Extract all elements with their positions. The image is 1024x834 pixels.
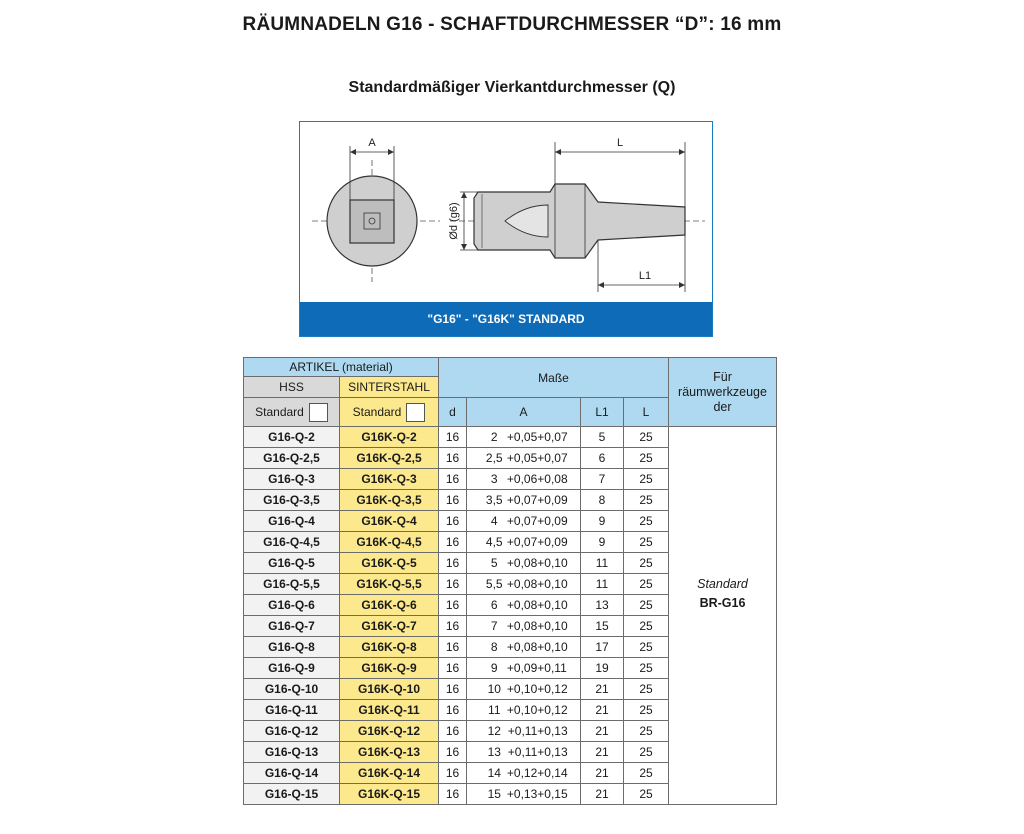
hss-article-code: G16-Q-10 [244, 679, 340, 700]
tolerance-min: +0,08 [506, 577, 538, 591]
hss-article-code: G16-Q-12 [244, 721, 340, 742]
sinter-article-code: G16K-Q-15 [340, 784, 439, 805]
tolerance-min: +0,11 [507, 724, 538, 738]
value-l1: 21 [581, 679, 624, 700]
tolerance-max: +0,15 [537, 787, 568, 801]
tolerance-max: +0,14 [537, 766, 568, 780]
hss-article-code: G16-Q-3 [244, 469, 340, 490]
hss-article-code: G16-Q-4,5 [244, 532, 340, 553]
sinter-article-code: G16K-Q-3 [340, 469, 439, 490]
value-a-cell [467, 511, 581, 532]
note-standard: Standard [697, 577, 748, 591]
sinter-article-code: G16K-Q-3,5 [340, 490, 439, 511]
sinter-article-code: G16K-Q-10 [340, 679, 439, 700]
tolerance-min: +0,05 [506, 430, 538, 444]
tolerance-max: +0,13 [537, 745, 568, 759]
tolerance-max: +0,12 [537, 703, 568, 717]
tolerance-max: +0,09 [537, 514, 568, 528]
value-d: 16 [439, 532, 467, 553]
value-l: 25 [624, 511, 669, 532]
sinter-standard-checkbox[interactable] [406, 403, 425, 422]
value-a: 4 [490, 514, 498, 528]
hss-article-code: G16-Q-3,5 [244, 490, 340, 511]
value-d: 16 [439, 658, 467, 679]
hss-article-code: G16-Q-2,5 [244, 448, 340, 469]
value-d: 16 [439, 784, 467, 805]
value-l1: 13 [581, 595, 624, 616]
hss-article-code: G16-Q-11 [244, 700, 340, 721]
col-header-l: L [624, 398, 669, 427]
value-a: 4,5 [485, 535, 503, 549]
sinter-article-code: G16K-Q-2,5 [340, 448, 439, 469]
value-d: 16 [439, 427, 467, 448]
value-a: 14 [487, 766, 501, 780]
sinter-article-code: G16K-Q-13 [340, 742, 439, 763]
sinter-article-code: G16K-Q-12 [340, 721, 439, 742]
value-a-cell [467, 763, 581, 784]
value-l1: 21 [581, 742, 624, 763]
value-l: 25 [624, 490, 669, 511]
value-l1: 5 [581, 427, 624, 448]
sinter-article-code: G16K-Q-14 [340, 763, 439, 784]
hss-standard-checkbox[interactable] [309, 403, 328, 422]
value-d: 16 [439, 700, 467, 721]
sinter-article-code: G16K-Q-11 [340, 700, 439, 721]
dim-label-a: A [368, 137, 376, 149]
tolerance-max: +0,09 [537, 493, 568, 507]
value-l: 25 [624, 553, 669, 574]
tolerance-max: +0,10 [537, 556, 568, 570]
tolerance-min: +0,08 [506, 640, 538, 654]
dim-label-l1: L1 [638, 270, 652, 282]
hss-article-code: G16-Q-6 [244, 595, 340, 616]
applicable-tool-note [669, 427, 777, 805]
value-l: 25 [624, 700, 669, 721]
value-d: 16 [439, 616, 467, 637]
table-row [244, 427, 777, 448]
dim-label-l: L [616, 137, 624, 149]
value-l1: 21 [581, 721, 624, 742]
sinter-article-code: G16K-Q-5 [340, 553, 439, 574]
value-l1: 7 [581, 469, 624, 490]
sinter-article-code: G16K-Q-5,5 [340, 574, 439, 595]
value-a: 3 [490, 472, 498, 486]
value-l: 25 [624, 784, 669, 805]
value-a-cell [467, 784, 581, 805]
value-a: 2,5 [485, 451, 503, 465]
value-l: 25 [624, 469, 669, 490]
sinter-article-code: G16K-Q-8 [340, 637, 439, 658]
value-d: 16 [439, 511, 467, 532]
hss-article-code: G16-Q-8 [244, 637, 340, 658]
value-l1: 17 [581, 637, 624, 658]
value-a-cell [467, 553, 581, 574]
value-l: 25 [624, 574, 669, 595]
spec-table [243, 357, 777, 805]
value-l1: 11 [581, 553, 624, 574]
tolerance-min: +0,08 [506, 598, 538, 612]
tolerance-min: +0,11 [507, 745, 538, 759]
value-a: 5,5 [485, 577, 503, 591]
value-l: 25 [624, 763, 669, 784]
value-d: 16 [439, 763, 467, 784]
tolerance-max: +0,08 [537, 472, 568, 486]
tolerance-max: +0,07 [537, 430, 568, 444]
sinter-article-code: G16K-Q-4 [340, 511, 439, 532]
value-d: 16 [439, 721, 467, 742]
value-l1: 15 [581, 616, 624, 637]
value-d: 16 [439, 469, 467, 490]
value-l1: 9 [581, 511, 624, 532]
value-l1: 9 [581, 532, 624, 553]
value-l: 25 [624, 679, 669, 700]
hss-standard-cell [244, 398, 340, 427]
value-a: 15 [487, 787, 501, 801]
tolerance-min: +0,05 [506, 451, 538, 465]
value-d: 16 [439, 448, 467, 469]
col-header-l1: L1 [581, 398, 624, 427]
value-d: 16 [439, 574, 467, 595]
tolerance-max: +0,10 [537, 619, 568, 633]
hss-article-code: G16-Q-13 [244, 742, 340, 763]
hss-article-code: G16-Q-4 [244, 511, 340, 532]
value-a: 3,5 [485, 493, 503, 507]
col-header-d: d [439, 398, 467, 427]
hss-header: HSS [244, 377, 340, 398]
tolerance-min: +0,10 [506, 703, 538, 717]
tolerance-min: +0,06 [506, 472, 538, 486]
value-d: 16 [439, 742, 467, 763]
value-a-cell [467, 427, 581, 448]
value-l1: 11 [581, 574, 624, 595]
value-a: 6 [490, 598, 498, 612]
value-d: 16 [439, 490, 467, 511]
hss-standard-label: Standard [255, 405, 304, 419]
value-a: 9 [490, 661, 498, 675]
value-l: 25 [624, 742, 669, 763]
sinter-article-code: G16K-Q-2 [340, 427, 439, 448]
sinter-article-code: G16K-Q-4,5 [340, 532, 439, 553]
value-l1: 21 [581, 700, 624, 721]
sinter-standard-cell [340, 398, 439, 427]
artikel-header-sub: (material) [342, 360, 393, 374]
value-l1: 19 [581, 658, 624, 679]
masse-header: Maße [439, 358, 669, 398]
tolerance-max: +0,09 [537, 535, 568, 549]
value-a-cell [467, 721, 581, 742]
value-a-cell [467, 532, 581, 553]
tolerance-min: +0,08 [506, 556, 538, 570]
value-l: 25 [624, 658, 669, 679]
value-a-cell [467, 595, 581, 616]
tolerance-min: +0,07 [506, 493, 538, 507]
hss-article-code: G16-Q-5,5 [244, 574, 340, 595]
value-a: 7 [490, 619, 498, 633]
tolerance-max: +0,10 [537, 640, 568, 654]
value-a-cell [467, 574, 581, 595]
side-view [450, 142, 705, 292]
value-a: 13 [487, 745, 501, 759]
tolerance-min: +0,09 [506, 661, 538, 675]
hss-article-code: G16-Q-5 [244, 553, 340, 574]
hss-article-code: G16-Q-2 [244, 427, 340, 448]
technical-drawing [299, 121, 713, 337]
hss-article-code: G16-Q-14 [244, 763, 340, 784]
value-a: 2 [490, 430, 498, 444]
tolerance-max: +0,13 [537, 724, 568, 738]
value-d: 16 [439, 679, 467, 700]
tolerance-min: +0,13 [506, 787, 538, 801]
value-a-cell [467, 469, 581, 490]
value-l: 25 [624, 616, 669, 637]
note-tool: BR-G16 [699, 596, 746, 610]
sinter-article-code: G16K-Q-7 [340, 616, 439, 637]
end-view [312, 146, 440, 282]
value-a: 8 [490, 640, 498, 654]
tolerance-max: +0,12 [537, 682, 568, 696]
sinter-article-code: G16K-Q-9 [340, 658, 439, 679]
value-a-cell [467, 658, 581, 679]
value-a: 12 [487, 724, 501, 738]
hss-article-code: G16-Q-9 [244, 658, 340, 679]
broach-drawing-svg [300, 122, 711, 302]
value-a-cell [467, 679, 581, 700]
value-a: 11 [488, 703, 501, 717]
value-d: 16 [439, 553, 467, 574]
value-l: 25 [624, 448, 669, 469]
dim-label-diameter: Ød (g6) [448, 202, 460, 240]
fuer-header: Für räumwerkzeuge der [669, 358, 777, 427]
tolerance-min: +0,07 [506, 514, 538, 528]
value-d: 16 [439, 637, 467, 658]
tolerance-max: +0,07 [537, 451, 568, 465]
value-l1: 6 [581, 448, 624, 469]
value-a: 10 [487, 682, 501, 696]
tolerance-min: +0,08 [506, 619, 538, 633]
hss-article-code: G16-Q-7 [244, 616, 340, 637]
header-row-1 [244, 358, 777, 377]
value-a-cell [467, 490, 581, 511]
value-l: 25 [624, 721, 669, 742]
value-l: 25 [624, 427, 669, 448]
value-a-cell [467, 637, 581, 658]
value-a: 5 [490, 556, 498, 570]
sinter-standard-label: Standard [352, 405, 402, 419]
value-a-cell [467, 742, 581, 763]
value-a-cell [467, 616, 581, 637]
tolerance-min: +0,12 [506, 766, 538, 780]
tolerance-min: +0,10 [506, 682, 538, 696]
value-l1: 21 [581, 784, 624, 805]
tolerance-max: +0,11 [537, 661, 567, 675]
value-d: 16 [439, 595, 467, 616]
value-l1: 21 [581, 763, 624, 784]
artikel-header [244, 358, 439, 377]
tolerance-max: +0,10 [537, 577, 568, 591]
col-header-a: A [467, 398, 581, 427]
value-l: 25 [624, 532, 669, 553]
page-title: RÄUMNADELN G16 - SCHAFTDURCHMESSER “D”: 16 mm [242, 14, 782, 35]
drawing-caption: "G16" - "G16K" STANDARD [300, 302, 712, 336]
sinter-article-code: G16K-Q-6 [340, 595, 439, 616]
tolerance-min: +0,07 [506, 535, 538, 549]
artikel-header-label: ARTIKEL [289, 360, 339, 374]
tolerance-max: +0,10 [537, 598, 568, 612]
value-a-cell [467, 700, 581, 721]
hss-article-code: G16-Q-15 [244, 784, 340, 805]
value-a-cell [467, 448, 581, 469]
value-l: 25 [624, 637, 669, 658]
value-l: 25 [624, 595, 669, 616]
page-subtitle: Standardmäßiger Vierkantdurchmesser (Q) [348, 79, 676, 96]
value-l1: 8 [581, 490, 624, 511]
sinter-header: SINTERSTAHL [340, 377, 439, 398]
